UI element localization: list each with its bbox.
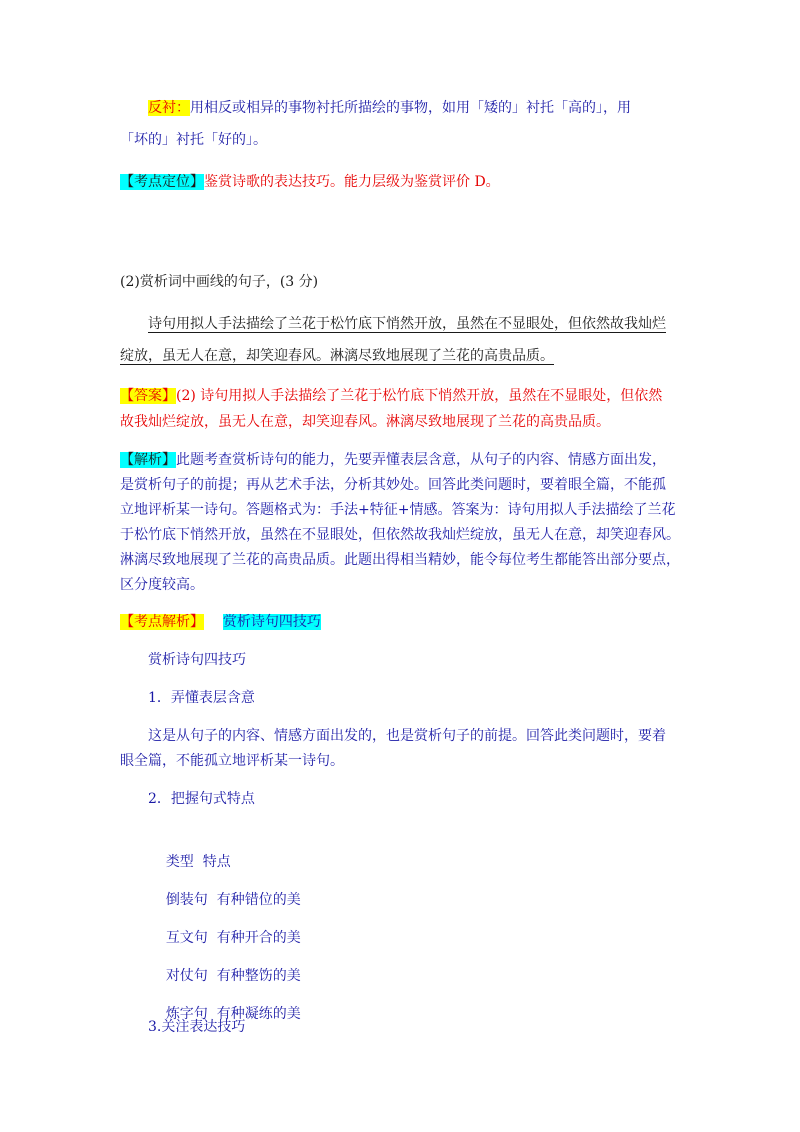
analysis-line1: 此题考查赏析诗句的能力，先要弄懂表层含意，从句子的内容、情感方面出发， xyxy=(176,452,666,468)
body-item3 xyxy=(148,1015,680,1040)
body-row1-text: 倒装句 有种错位的美 xyxy=(165,892,301,908)
kaodian-location-text: 鉴赏诗歌的表达技巧。能力层级为鉴赏评价 D。 xyxy=(204,174,500,190)
body-heading-text: 赏析诗句四技巧 xyxy=(148,652,246,668)
analysis-line1-row xyxy=(120,448,680,473)
contrast-line2: 「坏的」衬托「好的」。 xyxy=(120,132,267,148)
underlined-line1 xyxy=(148,312,680,337)
contrast-paragraph xyxy=(148,96,680,121)
body-item1-text: 1．弄懂表层含意 xyxy=(148,690,255,706)
contrast-paragraph-cont xyxy=(120,128,680,153)
underlined-line2 xyxy=(120,344,680,369)
analysis-line2-row xyxy=(120,473,680,498)
analysis-line2: 是赏析句子的前提；再从艺术手法，分析其妙处。回答此类问题时，要着眼全篇，不能孤 xyxy=(120,477,666,493)
analysis-line4: 于松竹底下悄然开放，虽然在不显眼处，但依然故我灿烂绽放，虽无人在意，却笑迎春风。 xyxy=(120,527,680,543)
answer-line2: 故我灿烂绽放，虽无人在意，却笑迎春风。淋漓尽致地展现了兰花的高贵品质。 xyxy=(120,414,610,430)
kaodian-analysis-title: 赏析诗句四技巧 xyxy=(222,614,321,630)
contrast-line1: 用相反或相异的事物衬托所描绘的事物，如用「矮的」衬托「高的」，用 xyxy=(190,100,631,116)
body-item2 xyxy=(148,787,680,812)
body-row3-text: 对仗句 有种整饬的美 xyxy=(165,968,301,984)
answer-paragraph xyxy=(120,384,680,409)
underlined-text1: 诗句用拟人手法描绘了兰花于松竹底下悄然开放，虽然在不显眼处，但依然故我灿烂 xyxy=(148,316,666,332)
analysis-line3: 立地评析某一诗句。答题格式为：手法+特征+情感。答案为：诗句用拟人手法描绘了兰花 xyxy=(120,502,676,518)
body-heading xyxy=(148,648,680,673)
kaodian-location xyxy=(120,170,680,195)
answer-paragraph-cont xyxy=(120,410,680,435)
body-item1 xyxy=(148,686,680,711)
body-row4-text: 炼字句 有种凝练的美 xyxy=(165,1006,301,1022)
body-item1-desc1-text: 这是从句子的内容、情感方面出发的，也是赏析句子的前提。回答此类问题时，要着 xyxy=(148,728,666,744)
contrast-label: 反衬： xyxy=(148,100,190,116)
body-row2-text: 互文句 有种开合的美 xyxy=(165,930,301,946)
analysis-tag: 【解析】 xyxy=(120,452,176,468)
analysis-line3-row xyxy=(120,498,680,523)
kaodian-location-tag: 【考点定位】 xyxy=(120,174,204,190)
body-item1-desc1 xyxy=(148,724,680,749)
analysis-line4-row xyxy=(120,523,680,548)
question-line xyxy=(120,270,680,295)
answer-tag: 【答案】 xyxy=(120,388,176,404)
analysis-line6: 区分度较高。 xyxy=(120,577,204,593)
body-item2-text: 2．把握句式特点 xyxy=(148,791,255,807)
kaodian-analysis xyxy=(120,610,680,635)
analysis-line5: 淋漓尽致地展现了兰花的高贵品质。此题出得相当精妙，能令每位考生都能答出部分要点， xyxy=(120,552,680,568)
analysis-line5-row xyxy=(120,548,680,573)
analysis-line6-row xyxy=(120,573,680,598)
kaodian-analysis-tag: 【考点解析】 xyxy=(120,614,204,630)
body-item1-desc2 xyxy=(120,749,680,774)
question-text: (2)赏析词中画线的句子，(3 分) xyxy=(120,274,319,290)
body-table-header-text: 类型 特点 xyxy=(165,854,231,870)
body-item3-text: 3.关注表达技巧 xyxy=(148,1019,246,1035)
body-item1-desc2-text: 眼全篇，不能孤立地评析某一诗句。 xyxy=(120,753,344,769)
answer-line1: (2) 诗句用拟人手法描绘了兰花于松竹底下悄然开放，虽然在不显眼处，但依然 xyxy=(176,388,663,404)
underlined-text2: 绽放，虽无人在意，却笑迎春风。淋漓尽致地展现了兰花的高贵品质。 xyxy=(120,348,554,364)
